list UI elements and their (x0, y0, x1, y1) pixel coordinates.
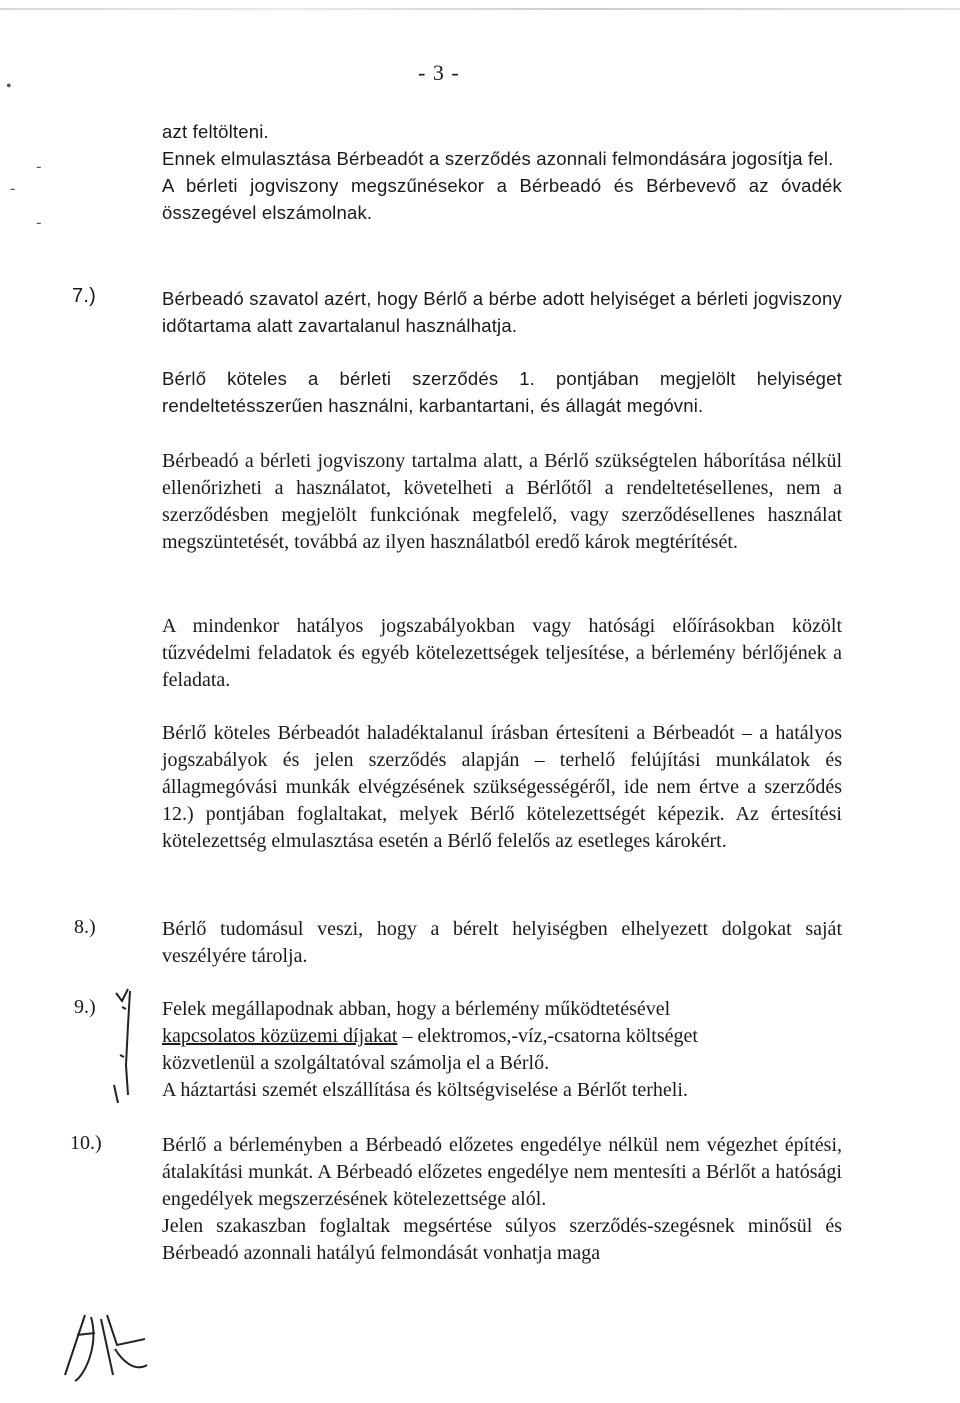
margin-mark: - (10, 180, 16, 197)
section-9-line (162, 1023, 842, 1050)
intro-line: Ennek elmulasztása Bérbeadót a szerződés azonnali felmondására jogosítja fel. (162, 148, 834, 169)
section-number: 7.) (72, 285, 96, 307)
handwritten-bracket-mark (108, 985, 152, 1105)
handwritten-signature (55, 1305, 155, 1385)
section-number: 9.) (74, 996, 96, 1018)
section-9-line2-rest: – elektromos,-víz,-csatorna költséget (397, 1025, 698, 1047)
page-number: - 3 - (418, 60, 460, 85)
margin-mark: - (36, 158, 42, 175)
scan-edge-line (0, 8, 960, 10)
section-9-block (162, 996, 842, 1104)
margin-mark: - (36, 214, 42, 231)
section-10-text2: Jelen szakaszban foglaltak megsértése súlyos szerződés-szegésnek minősül és Bérbeadó azonnali hatályú felmondását vonhatja maga (162, 1215, 842, 1264)
section-10-text: Bérlő a bérleményben a Bérbeadó előzetes engedélye nélkül nem végezhet építési, átalakítási munkát. A Bérbeadó előzetes engedélye nem mentesíti a Bérlőt a hatósági engedélyek megszerzésének kötelezettsége alól. (162, 1134, 842, 1210)
section-7-para-4: A mindenkor hatályos jogszabályokban vagy hatósági előírásokban közölt tűzvédelmi feladatok és egyéb kötelezettségek teljesítése, a bérlemény bérlőjének a feladata. (162, 615, 842, 691)
section-7-para-5: Bérlő köteles Bérbeadót haladéktalanul írásban értesíteni a Bérbeadót – a hatályos jogszabályok és jelen szerződés alapján – terhelő felújítási munkálatok és állagmegóvási munkák elvégzésének szükségességéről, ide nem értve a szerződés 12.) pontjában foglaltakat, melyek Bérlő kötelezettségét képezik. Az értesítési kötelezettség elmulasztása esetén a Bérlő felelős az esetleges károkért. (162, 722, 842, 852)
section-number: 8.) (74, 916, 96, 938)
intro-line: A bérleti jogviszony megszűnésekor a Bérbeadó és Bérbevevő az óvadék összegével elszámolnak. (162, 175, 842, 223)
section-9-underlined: kapcsolatos közüzemi díjakat (162, 1025, 398, 1047)
section-9-line: Felek megállapodnak abban, hogy a bérlemény működtetésével (162, 998, 671, 1020)
section-number: 10.) (70, 1132, 102, 1154)
section-9-line: A háztartási szemét elszállítása és költségviselése a Bérlőt terheli. (162, 1079, 688, 1101)
section-9-line: közvetlenül a szolgáltatóval számolja el a Bérlő. (162, 1052, 550, 1074)
section-7-para-3: Bérbeadó a bérleti jogviszony tartalma alatt, a Bérlő szükségtelen háborítása nélkül ellenőrizheti a használatot, követelheti a Bérlőtől a rendeltetésellenes, nem a szerződésben megjelölt funkciónak megfelelő, vagy szerződésellenes használat megszüntetését, továbbá az ilyen használatból eredő károk megtérítését. (162, 450, 842, 553)
section-10-block (162, 1132, 842, 1267)
section-7-para-1: Bérbeadó szavatol azért, hogy Bérlő a bérbe adott helyiséget a bérleti jogviszony időtartama alatt zavartalanul használhatja. (162, 288, 842, 336)
section-8-text: Bérlő tudomásul veszi, hogy a bérelt helyiségben elhelyezett dolgokat saját veszélyére tárolja. (162, 918, 842, 967)
intro-block (162, 118, 842, 226)
intro-line: azt feltölteni. (162, 121, 269, 142)
section-7-para-2: Bérlő köteles a bérleti szerződés 1. pontjában megjelölt helyiséget rendeltetésszerűen használni, karbantartani, és állagát megóvni. (162, 368, 842, 416)
margin-mark: • (6, 78, 12, 95)
